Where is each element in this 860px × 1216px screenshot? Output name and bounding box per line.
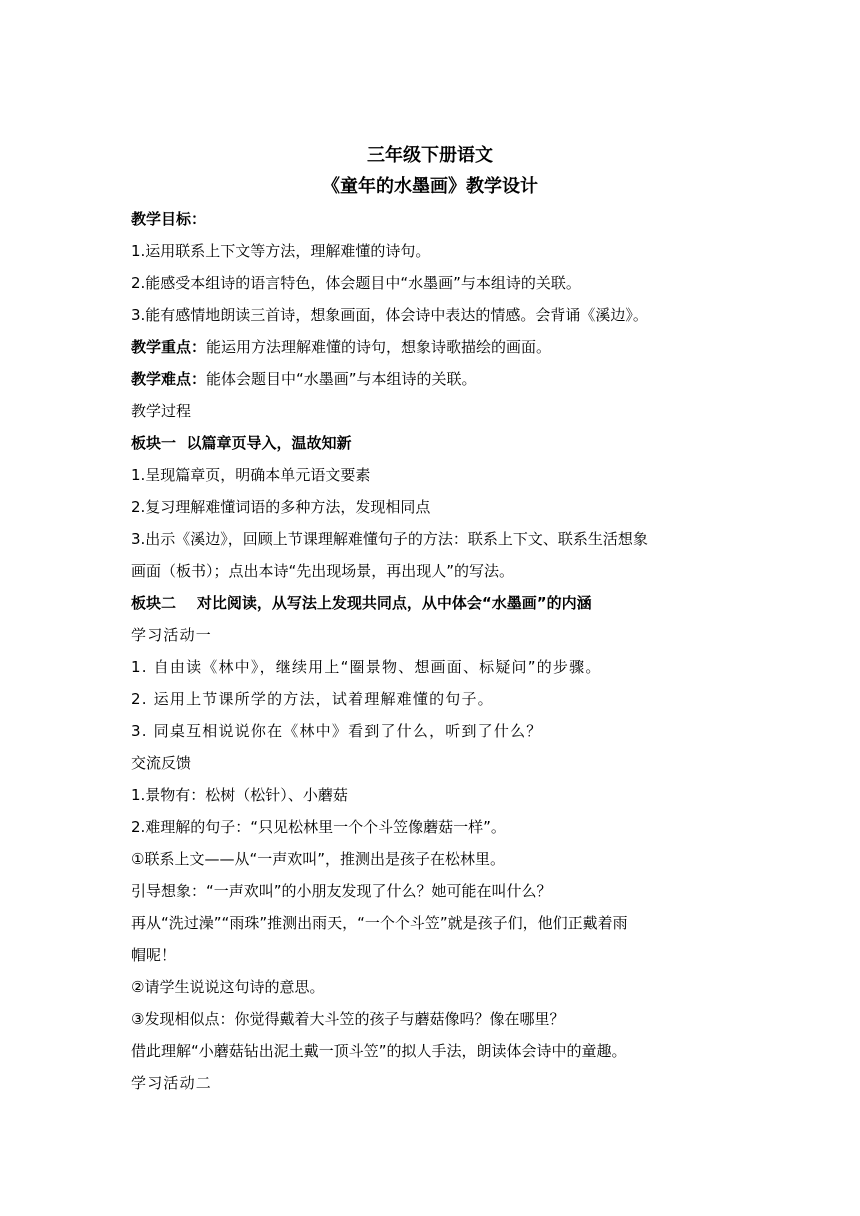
feedback-item-8: 借此理解“小蘑菇钻出泥土戴一顶斗笠”的拟人手法，朗读体会诗中的童趣。	[131, 1042, 627, 1060]
feedback-item-5-continued: 帽呢！	[131, 946, 177, 964]
difficulty-label: 教学难点：	[131, 370, 207, 388]
activity1-item-3: 3. 同桌互相说说你在《林中》看到了什么，听到了什么？	[131, 722, 543, 740]
block1-item-1: 1.呈现篇章页，明确本单元语文要素	[131, 466, 371, 484]
objective-item-3: 3.能有感情地朗读三首诗，想象画面，体会诗中表达的情感。会背诵《溪边》。	[131, 306, 648, 324]
block1-item-2: 2.复习理解难懂词语的多种方法，发现相同点	[131, 498, 431, 516]
objectives-heading: 教学目标：	[131, 210, 207, 228]
objective-item-2: 2.能感受本组诗的语言特色，体会题目中“水墨画”与本组诗的关联。	[131, 274, 581, 292]
key-point-text: 能运用方法理解难懂的诗句，想象诗歌描绘的画面。	[206, 338, 552, 356]
block2-heading: 板块二 对比阅读，从写法上发现共同点，从中体会“水墨画”的内涵	[131, 594, 592, 612]
feedback-heading: 交流反馈	[131, 754, 192, 772]
difficulty-line	[131, 369, 741, 389]
key-point-line	[131, 337, 741, 357]
activity1-item-1: 1. 自由读《林中》，继续用上“圈景物、想画面、标疑问”的步骤。	[131, 658, 602, 676]
activity2-heading: 学习活动二	[131, 1074, 213, 1092]
feedback-item-6: ②请学生说说这句诗的意思。	[131, 978, 325, 996]
activity1-heading: 学习活动一	[131, 626, 213, 644]
feedback-item-4: 引导想象：“一声欢叫”的小朋友发现了什么？她可能在叫什么？	[131, 882, 552, 900]
feedback-item-3: ①联系上文——从“一声欢叫”，推测出是孩子在松林里。	[131, 850, 505, 868]
activity1-item-2: 2. 运用上节课所学的方法，试着理解难懂的句子。	[131, 690, 494, 708]
document-title-grade: 三年级下册语文	[367, 145, 493, 166]
document-title-lesson: 《童年的水墨画》教学设计	[322, 176, 538, 197]
feedback-item-1: 1.景物有：松树（松针）、小蘑菇	[131, 786, 348, 804]
feedback-item-5: 再从“洗过澡”“雨珠”推测出雨天，“一个个斗笠”就是孩子们，他们正戴着雨	[131, 914, 628, 932]
feedback-item-7: ③发现相似点：你觉得戴着大斗笠的孩子与蘑菇像吗？像在哪里？	[131, 1010, 565, 1028]
key-point-label: 教学重点：	[131, 338, 207, 356]
objective-item-1: 1.运用联系上下文等方法，理解难懂的诗句。	[131, 242, 431, 260]
process-heading: 教学过程	[131, 402, 192, 420]
feedback-item-2: 2.难理解的句子：“只见松林里一个个斗笠像蘑菇一样”。	[131, 818, 506, 836]
block1-heading: 板块一 以篇章页导入，温故知新	[131, 434, 352, 452]
difficulty-text: 能体会题目中“水墨画”与本组诗的关联。	[206, 370, 477, 388]
block1-item-3-continued: 画面（板书）；点出本诗“先出现场景，再出现人”的写法。	[131, 562, 515, 580]
block1-item-3: 3.出示《溪边》，回顾上节课理解难懂句子的方法：联系上下文、联系生活想象	[131, 530, 648, 548]
